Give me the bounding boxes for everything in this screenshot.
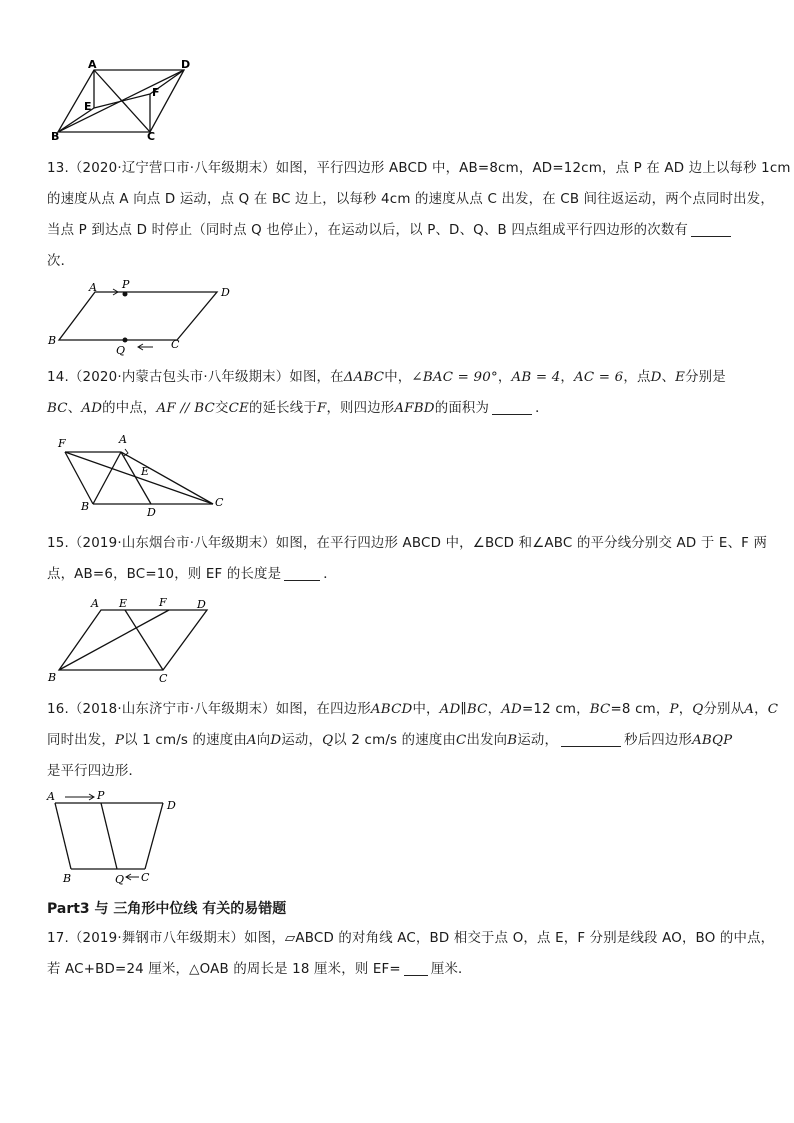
label-e: E <box>84 100 92 113</box>
label-p: P <box>122 278 130 291</box>
label-b: B <box>81 500 90 513</box>
q13-line3: 当点 P 到达点 D 时停止（同时点 Q 也停止），在运动以后，以 P、D、Q、B 四点组成平行四边形的次数有 <box>47 223 689 238</box>
label-a: A <box>47 790 55 803</box>
question-15: 15.（2019·山东烟台市·八年级期末）如图，在平行四边形 ABCD 中，∠BCD 和∠ABC 的平分线分别交 AD 于 E、F 两 点，AB=6，BC=10，则 EF 的长度是 ． <box>47 528 759 590</box>
q14-answer-blank[interactable] <box>492 400 532 415</box>
q15-line1: 15.（2019·山东烟台市·八年级期末）如图，在平行四边形 ABCD 中，∠BCD 和∠ABC 的平分线分别交 AD 于 E、F 两 <box>47 536 768 551</box>
label-a: A <box>119 433 127 446</box>
q13-line4: 次． <box>47 254 75 269</box>
question-13 <box>47 153 791 277</box>
label-d: D <box>181 58 191 71</box>
figure-q15 <box>45 594 225 686</box>
label-f: F <box>58 437 66 450</box>
label-a: A <box>88 58 97 71</box>
q16-answer-blank[interactable] <box>561 732 621 747</box>
label-b: B <box>63 872 72 885</box>
label-c: C <box>141 871 150 884</box>
label-e: E <box>119 597 128 610</box>
label-f: F <box>159 596 167 609</box>
figure-q13 <box>45 278 245 358</box>
label-f: F <box>152 86 160 99</box>
figure-q14 <box>55 430 235 518</box>
q13-line2: 的速度从点 A 向点 D 运动，点 Q 在 BC 边上，以每秒 4cm 的速度从点 C 出发，在 CB 间往返运动，两个点同时出发， <box>47 192 774 207</box>
figure-parallelogram-ef <box>48 58 198 143</box>
question-16: 16.（2018·山东济宁市·八年级期末）如图，在四边形ABCD中，AD∥BC，AD=12 cm，BC=8 cm，P，Q分别从A，C 同时出发，P以 1 cm/s 的速度由A向D运动，Q以 2 cm/s 的速度由C出发向B运动， 秒后四边形ABQP 是平行四边形． <box>47 694 759 787</box>
label-d: D <box>167 799 176 812</box>
q17-answer-blank[interactable] <box>404 961 428 976</box>
q17-line1: 17.（2019·舞钢市八年级期末）如图，▱ABCD 的对角线 AC，BD 相交于点 O，点 E，F 分别是线段 AO，BO 的中点， <box>47 931 775 946</box>
label-c: C <box>215 496 224 509</box>
q15-answer-blank[interactable] <box>284 566 320 581</box>
label-b: B <box>51 130 60 143</box>
label-b: B <box>48 671 57 684</box>
label-q: Q <box>116 344 126 357</box>
question-17: 17.（2019·舞钢市八年级期末）如图，▱ABCD 的对角线 AC，BD 相交于点 O，点 E，F 分别是线段 AO，BO 的中点， 若 AC+BD=24 厘米，△OAB 的周长是 18 厘米，则 EF= 厘米． <box>47 923 759 985</box>
q13-line1: 13.（2020·辽宁营口市·八年级期末）如图，平行四边形 ABCD 中，AB=8cm，AD=12cm，点 P 在 AD 边上以每秒 1cm <box>47 161 791 176</box>
label-c: C <box>171 338 180 351</box>
label-d: D <box>197 598 206 611</box>
label-a: A <box>89 281 97 294</box>
label-b: B <box>48 334 57 347</box>
q16-line3: 是平行四边形． <box>47 764 143 779</box>
label-q: Q <box>115 873 125 886</box>
label-c: C <box>159 672 168 685</box>
q13-answer-blank[interactable] <box>691 222 731 237</box>
label-a: A <box>91 597 99 610</box>
label-d: D <box>221 286 230 299</box>
question-14: 14.（2020·内蒙古包头市·八年级期末）如图，在ΔABC中，∠BAC = 90°，AB = 4，AC = 6，点D、E分别是 BC、AD的中点，AF // BC交CE的延长线于F，则四边形AFBD的面积为 ． <box>47 370 726 416</box>
label-e: E <box>141 465 150 478</box>
label-p: P <box>97 789 105 802</box>
label-d: D <box>147 506 156 519</box>
label-c: C <box>147 130 156 143</box>
section-heading: Part3 与 三角形中位线 有关的易错题 <box>47 901 287 917</box>
figure-q16 <box>45 787 195 887</box>
